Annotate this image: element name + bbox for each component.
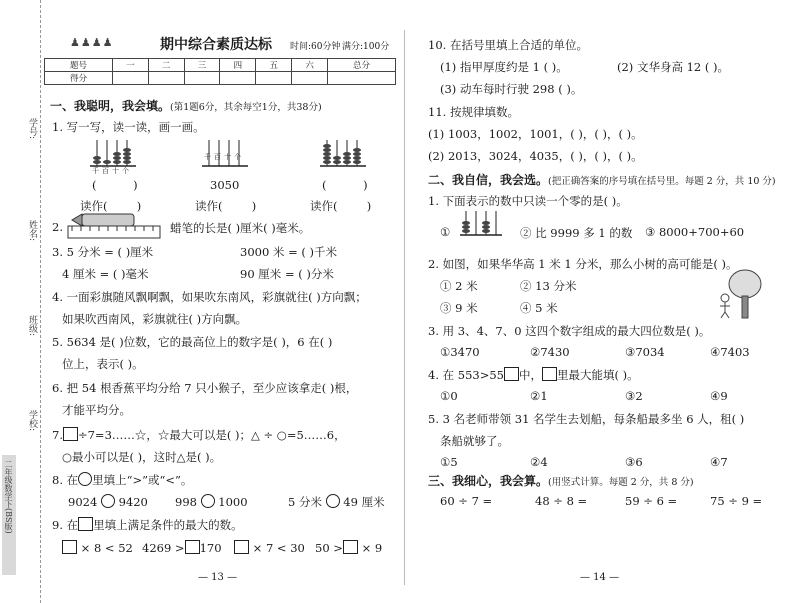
choice-5b: 条船就够了。: [440, 434, 509, 448]
fill-text: × 7 < 30: [252, 541, 305, 555]
read-as-3[interactable]: [310, 198, 371, 214]
cut-line: [40, 0, 41, 603]
option-text: 3470: [450, 345, 480, 359]
choice-3-option-3[interactable]: [625, 345, 665, 359]
abacus-labels: [92, 166, 132, 176]
score-cell[interactable]: [148, 72, 184, 85]
score-cell[interactable]: [328, 72, 396, 85]
question-1: 1. 写一写，读一读，画一画。: [52, 120, 205, 134]
question-11a: (1) 1003，1002，1001，( )，( )，( )。: [428, 127, 643, 141]
fill-text: × 9: [361, 541, 383, 555]
fill-item: [315, 540, 382, 555]
question-11b: (2) 2013，3024，4035，( )，( )，( )。: [428, 149, 643, 163]
choice-1-option-1[interactable]: [440, 225, 450, 239]
abacus-label: 千: [92, 167, 102, 175]
tree-and-child-icon: [715, 268, 765, 320]
score-cell[interactable]: [184, 72, 220, 85]
option-text: 0: [450, 389, 458, 403]
choice-3: 3. 用 3、4、7、0 这四个数字组成的最大四位数是( )。: [428, 324, 711, 338]
choice-4-option-2[interactable]: [530, 389, 548, 403]
option-text: 比 9999 多 1 的数: [535, 226, 633, 240]
choice-5a: 5. 3 名老师带领 31 名学生去划船，每条船最多坐 6 人，租( ): [428, 412, 745, 426]
option-mark: ②: [520, 279, 532, 293]
name-label: 姓名:: [27, 220, 37, 242]
choice-2-option-3[interactable]: [440, 300, 478, 316]
fill-item: [142, 540, 222, 555]
option-mark: ④: [520, 301, 532, 315]
abacus-1-answer[interactable]: [92, 178, 138, 192]
question-3b: 3000 米 = ( )千米: [240, 245, 337, 259]
option-text: 7403: [720, 345, 750, 359]
page-number-right: — 14 —: [580, 572, 620, 583]
score-header-cell: 五: [256, 59, 292, 72]
option-mark: ①: [440, 455, 451, 469]
choice-3-option-1[interactable]: [440, 345, 480, 359]
calc-item: 48 ÷ 8 =: [535, 494, 588, 508]
score-header-cell: 二: [148, 59, 184, 72]
question-10c: (3) 动车每时行驶 298 ( )。: [440, 82, 583, 96]
close-paren: ): [133, 178, 138, 192]
question-8-post: 里填上“>”或“<”。: [92, 473, 193, 487]
open-paren: (: [322, 178, 327, 192]
abacus-icon: [458, 209, 504, 243]
option-mark: ④: [710, 455, 721, 469]
option-text: 7430: [540, 345, 570, 359]
choice-4-pre: 4. 在 553>55: [428, 368, 505, 382]
section-2-title: [428, 171, 776, 188]
choice-4-option-1[interactable]: [440, 389, 458, 403]
title-decoration-icon: ♟♟♟♟: [70, 36, 114, 49]
abacus-label: 十: [112, 167, 122, 175]
option-text: 8000+700+60: [658, 225, 745, 239]
option-mark: ②: [520, 226, 532, 240]
section-1-title: [50, 97, 322, 114]
abacus-label: 个: [234, 153, 244, 161]
calc-item: 60 ÷ 7 =: [440, 494, 493, 508]
score-row-label: 得分: [45, 72, 113, 85]
question-2-num: 2.: [52, 220, 63, 234]
option-mark: ①: [440, 389, 451, 403]
answer-box[interactable]: [343, 540, 358, 554]
page-divider: [404, 30, 405, 585]
choice-4: [428, 367, 639, 383]
choice-4-post: 里最大能填( )。: [557, 368, 639, 382]
compare-circle[interactable]: [101, 494, 115, 508]
section-3-heading: 三、我细心，我会算。: [428, 474, 549, 488]
choice-2-option-4[interactable]: [520, 300, 558, 316]
question-2: 蜡笔的长是( )厘米( )毫米。: [170, 221, 311, 235]
question-6b: 才能平均分。: [62, 403, 131, 417]
question-5b: 位上，表示( )。: [62, 357, 144, 371]
question-9-pre: 9. 在: [52, 518, 79, 532]
question-8-pre: 8. 在: [52, 473, 79, 487]
choice-3-option-4[interactable]: [710, 345, 750, 359]
answer-box[interactable]: [185, 540, 200, 554]
question-8: [52, 472, 192, 488]
full-marks-label: 满分:100分: [342, 42, 390, 52]
choice-3-option-2[interactable]: [530, 345, 570, 359]
abacus-3-answer[interactable]: [322, 178, 368, 192]
calc-item: 59 ÷ 6 =: [625, 494, 678, 508]
answer-box[interactable]: [63, 427, 78, 441]
answer-box: [542, 367, 557, 381]
section-1-heading: 一、我聪明，我会填。: [50, 99, 171, 113]
open-paren: (: [92, 178, 97, 192]
choice-1-option-3[interactable]: [645, 225, 744, 239]
compare-item: [288, 494, 385, 510]
time-label: 时间:60分钟: [290, 42, 341, 52]
option-mark: ③: [440, 301, 452, 315]
choice-1: 1. 下面表示的数中只读一个零的是( )。: [428, 194, 628, 208]
abacus-label: 千: [204, 153, 214, 161]
score-header-cell: 四: [220, 59, 256, 72]
compare-right: 9420: [118, 495, 148, 509]
option-mark: ②: [530, 345, 541, 359]
score-cell[interactable]: [220, 72, 256, 85]
option-text: 5 米: [535, 301, 558, 315]
option-mark: ③: [625, 455, 636, 469]
compare-left: 5 分米: [288, 495, 322, 509]
option-mark: ④: [710, 345, 721, 359]
fill-text: 170: [199, 541, 222, 555]
question-3d: 90 厘米 = ( )分米: [240, 267, 334, 281]
answer-box[interactable]: [62, 540, 77, 554]
question-6a: 6. 把 54 根香蕉平均分给 7 只小猴子，至少应该拿走( )根，: [52, 381, 358, 395]
score-header-cell: 六: [292, 59, 328, 72]
compare-right: 1000: [218, 495, 248, 509]
option-mark: ①: [440, 279, 452, 293]
option-text: 5: [450, 455, 458, 469]
abacus-icon: [318, 138, 368, 178]
compare-circle[interactable]: [326, 494, 340, 508]
option-mark: ③: [625, 389, 636, 403]
section-2-heading: 二、我自信，我会选。: [428, 173, 549, 187]
compare-right: 49 厘米: [343, 495, 385, 509]
option-mark: ②: [530, 389, 541, 403]
abacus-label: 个: [122, 167, 132, 175]
crayon-ruler-icon: [64, 212, 164, 240]
option-text: 2: [635, 389, 643, 403]
choice-2-option-1[interactable]: [440, 278, 478, 294]
score-header-cell: 三: [184, 59, 220, 72]
question-11: 11. 按规律填数。: [428, 105, 519, 119]
compare-left: 998: [175, 495, 197, 509]
option-mark: ④: [710, 389, 721, 403]
question-3c: 4 厘米 = ( )毫米: [62, 267, 149, 281]
option-text: 9: [720, 389, 728, 403]
option-mark: ①: [440, 345, 451, 359]
option-text: 13 分米: [535, 279, 577, 293]
class-label: 班级:: [27, 315, 37, 337]
student-id-label: 学号:: [27, 118, 37, 140]
abacus-label: 百: [102, 167, 112, 175]
score-cell[interactable]: [292, 72, 328, 85]
choice-1-option-2[interactable]: [520, 225, 632, 241]
choice-4-mid: 中，: [519, 368, 543, 382]
question-5a: 5. 5634 是( )位数，它的最高位上的数字是( )，6 在( ): [52, 335, 333, 349]
read-as-label: 读作(: [80, 199, 108, 213]
compare-circle: [78, 472, 92, 486]
read-as-label: 读作(: [310, 199, 338, 213]
question-7a: [52, 427, 346, 443]
option-mark: ①: [440, 225, 451, 239]
option-text: 7034: [635, 345, 665, 359]
option-text: 1: [540, 389, 548, 403]
binding-strip: [0, 0, 40, 603]
option-text: 2 米: [455, 279, 478, 293]
score-header-row: [45, 59, 396, 72]
section-2-note: (把正确答案的序号填在括号里。每题 2 分，共 10 分): [548, 176, 776, 187]
section-3-title: [428, 472, 694, 489]
option-text: 7: [720, 455, 728, 469]
fill-item: [234, 540, 305, 555]
school-label: 学校:: [27, 410, 37, 432]
abacus-label: 十: [224, 153, 234, 161]
choice-5-option-2[interactable]: [530, 455, 548, 469]
question-4b: 如果吹西南风，彩旗就往( )方向飘。: [62, 312, 248, 326]
score-table: [44, 58, 396, 85]
close-paren: ): [136, 199, 142, 213]
close-paren: ): [363, 178, 368, 192]
option-text: 6: [635, 455, 643, 469]
question-10b: (2) 文华身高 12 ( )。: [617, 60, 730, 74]
fill-text: 50 >: [315, 541, 343, 555]
score-cell[interactable]: [256, 72, 292, 85]
answer-box: [78, 517, 93, 531]
read-as-label: 读作(: [195, 199, 223, 213]
abacus-labels: [204, 152, 244, 162]
compare-item: [68, 494, 148, 509]
compare-circle[interactable]: [201, 494, 215, 508]
book-label: 二年级数学下(BS版): [4, 460, 13, 534]
fill-text: 4269 >: [142, 541, 185, 555]
close-paren: ): [366, 199, 372, 213]
score-cell[interactable]: [112, 72, 148, 85]
abacus-label: 百: [214, 153, 224, 161]
option-mark: ③: [625, 345, 636, 359]
choice-4-option-4[interactable]: [710, 389, 728, 403]
section-1-note: (第1题6分，其余每空1分，共38分): [170, 102, 322, 113]
question-3a: 3. 5 分米 = ( )厘米: [52, 245, 154, 259]
page-number-left: — 13 —: [198, 572, 238, 583]
question-9: [52, 517, 243, 533]
read-as-2[interactable]: [195, 198, 256, 214]
choice-5-option-1[interactable]: [440, 455, 458, 469]
fill-item: [62, 540, 133, 555]
fill-text: × 8 < 52: [80, 541, 133, 555]
question-4a: 4. 一面彩旗随风飘啊飘，如果吹东南风，彩旗就往( )方向飘；: [52, 290, 367, 304]
abacus-2-number: 3050: [210, 178, 240, 192]
option-mark: ③: [645, 225, 656, 239]
section-3-note: (用竖式计算。每题 2 分，共 8 分): [548, 477, 694, 488]
score-header-cell: 题号: [45, 59, 113, 72]
page-title: 期中综合素质达标: [160, 37, 272, 53]
compare-left: 9024: [68, 495, 98, 509]
choice-2-option-2[interactable]: [520, 278, 576, 294]
question-7b: ○最小可以是( )，这时△是( )。: [62, 450, 222, 464]
score-header-cell: 一: [112, 59, 148, 72]
choice-2: 2. 如图，如果华华高 1 米 1 分米，那么小树的高可能是( )。: [428, 257, 738, 271]
choice-5-option-3[interactable]: [625, 455, 643, 469]
close-paren: ): [251, 199, 257, 213]
question-7-num: 7.: [52, 428, 63, 442]
score-value-row: [45, 72, 396, 85]
choice-4-option-3[interactable]: [625, 389, 643, 403]
option-text: 9 米: [455, 301, 478, 315]
compare-item: [175, 494, 248, 509]
question-9-post: 里填上满足条件的最大的数。: [93, 518, 243, 532]
question-10: 10. 在括号里填上合适的单位。: [428, 38, 588, 52]
question-7-text: ÷7=3……☆，☆最大可以是( )；△ ÷ ○=5……6，: [77, 428, 346, 442]
choice-5-option-4[interactable]: [710, 455, 728, 469]
answer-box: [504, 367, 519, 381]
option-text: 4: [540, 455, 548, 469]
answer-box[interactable]: [234, 540, 249, 554]
option-mark: ②: [530, 455, 541, 469]
score-header-cell: 总分: [328, 59, 396, 72]
question-10a: (1) 指甲厚度约是 1 ( )。: [440, 60, 568, 74]
calc-item: 75 ÷ 9 =: [710, 494, 763, 508]
